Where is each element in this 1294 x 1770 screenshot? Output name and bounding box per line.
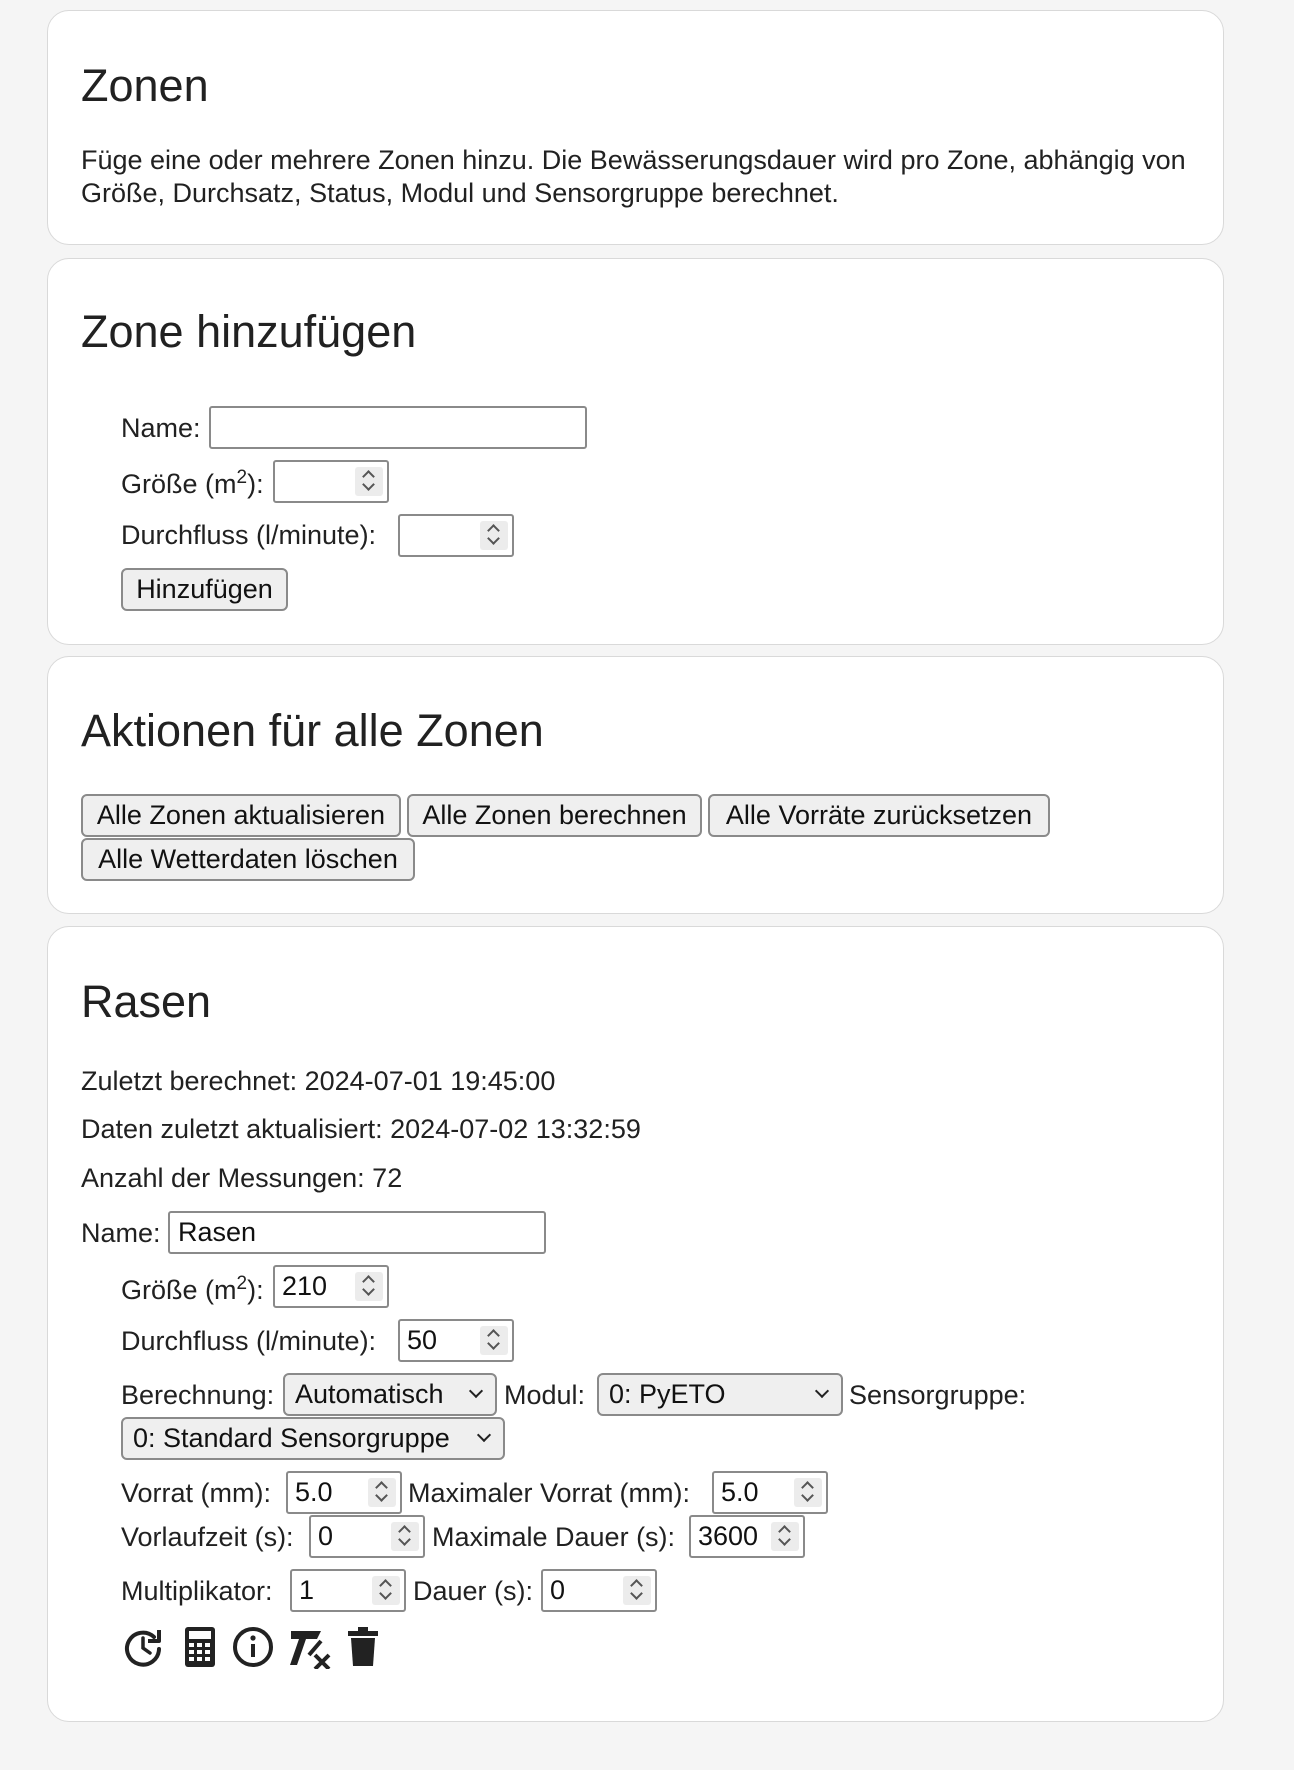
chevron-down-icon <box>469 1384 483 1398</box>
lead-time-input[interactable]: 0 <box>309 1515 425 1558</box>
zone-size-input[interactable]: 210 <box>273 1265 389 1308</box>
calculation-label: Berechnung: <box>121 1380 275 1410</box>
new-zone-name-input[interactable] <box>209 406 587 449</box>
update-all-zones-button[interactable]: Alle Zonen aktualisieren <box>81 794 401 837</box>
calculation-select[interactable]: Automatisch <box>283 1373 497 1416</box>
sensor-group-label: Sensorgruppe: <box>849 1380 1027 1410</box>
zones-description: Füge eine oder mehrere Zonen hinzu. Die Bewässerungsdauer wird pro Zone, abhängig von Größe, Durchsatz, Status, Modul und Sensorgruppe berechnet. <box>81 145 1186 208</box>
new-zone-flow-input[interactable] <box>398 514 514 557</box>
add-zone-card <box>47 258 1224 645</box>
module-label: Modul: <box>504 1380 586 1410</box>
spinner-icon[interactable] <box>368 1478 396 1507</box>
zones-intro-card <box>47 10 1224 245</box>
add-zone-title: Zone hinzufügen <box>81 306 417 357</box>
reset-all-buckets-button[interactable]: Alle Vorräte zurücksetzen <box>708 794 1050 837</box>
size-label: Größe $(m^2)$: <box>121 467 264 499</box>
spinner-icon[interactable] <box>623 1576 651 1605</box>
calculator-icon[interactable] <box>180 1625 220 1669</box>
all-actions-card <box>47 656 1224 914</box>
flow-label: Durchfluss (l/minute): <box>121 520 377 550</box>
module-select[interactable]: 0: PyETO <box>597 1373 843 1416</box>
clear-weather-icon[interactable] <box>287 1625 333 1669</box>
name-label: Name: <box>121 413 201 443</box>
spinner-icon[interactable] <box>355 1272 383 1301</box>
multiplier-input[interactable]: 1 <box>290 1569 406 1612</box>
spinner-icon[interactable] <box>480 1326 508 1355</box>
zone-title: Rasen <box>81 976 212 1027</box>
update-icon[interactable] <box>121 1625 165 1669</box>
max-duration-input[interactable]: 3600 <box>689 1515 805 1558</box>
last-updated: Daten zuletzt aktualisiert: 2024-07-02 13:32:59 <box>81 1114 641 1144</box>
chevron-down-icon <box>477 1428 491 1442</box>
duration-label: Dauer (s): <box>413 1576 534 1606</box>
sensor-group-select[interactable]: 0: Standard Sensorgruppe <box>121 1417 505 1460</box>
measurement-count: Anzahl der Messungen: 72 <box>81 1163 403 1193</box>
bucket-input[interactable]: 5.0 <box>286 1471 402 1514</box>
spinner-icon[interactable] <box>771 1522 799 1551</box>
zones-title: Zonen <box>81 60 209 111</box>
delete-icon[interactable] <box>344 1625 382 1669</box>
spinner-icon[interactable] <box>391 1522 419 1551</box>
zone-size-label: Größe $(m^2)$: <box>121 1273 264 1305</box>
all-actions-title: Aktionen für alle Zonen <box>81 705 544 756</box>
spinner-icon[interactable] <box>794 1478 822 1507</box>
last-calculated: Zuletzt berechnet: 2024-07-01 19:45:00 <box>81 1066 556 1096</box>
bucket-label: Vorrat (mm): <box>121 1478 272 1508</box>
new-zone-size-input[interactable] <box>273 460 389 503</box>
zone-name-label: Name: <box>81 1218 161 1248</box>
calculate-all-zones-button[interactable]: Alle Zonen berechnen <box>407 794 702 837</box>
zone-name-input[interactable]: Rasen <box>168 1211 546 1254</box>
spinner-icon[interactable] <box>372 1576 400 1605</box>
spinner-icon[interactable] <box>480 521 508 550</box>
multiplier-label: Multiplikator: <box>121 1576 273 1606</box>
lead-time-label: Vorlaufzeit (s): <box>121 1522 294 1552</box>
duration-input[interactable]: 0 <box>541 1569 657 1612</box>
max-bucket-label: Maximaler Vorrat (mm): <box>408 1478 691 1508</box>
info-icon[interactable] <box>231 1625 275 1669</box>
zone-flow-input[interactable]: 50 <box>398 1319 514 1362</box>
zone-card <box>47 926 1224 1722</box>
chevron-down-icon <box>815 1384 829 1398</box>
max-duration-label: Maximale Dauer (s): <box>432 1522 676 1552</box>
zone-flow-label: Durchfluss (l/minute): <box>121 1326 377 1356</box>
spinner-icon[interactable] <box>355 467 383 496</box>
add-zone-button[interactable]: Hinzufügen <box>121 568 288 611</box>
clear-all-weather-button[interactable]: Alle Wetterdaten löschen <box>81 838 415 881</box>
max-bucket-input[interactable]: 5.0 <box>712 1471 828 1514</box>
